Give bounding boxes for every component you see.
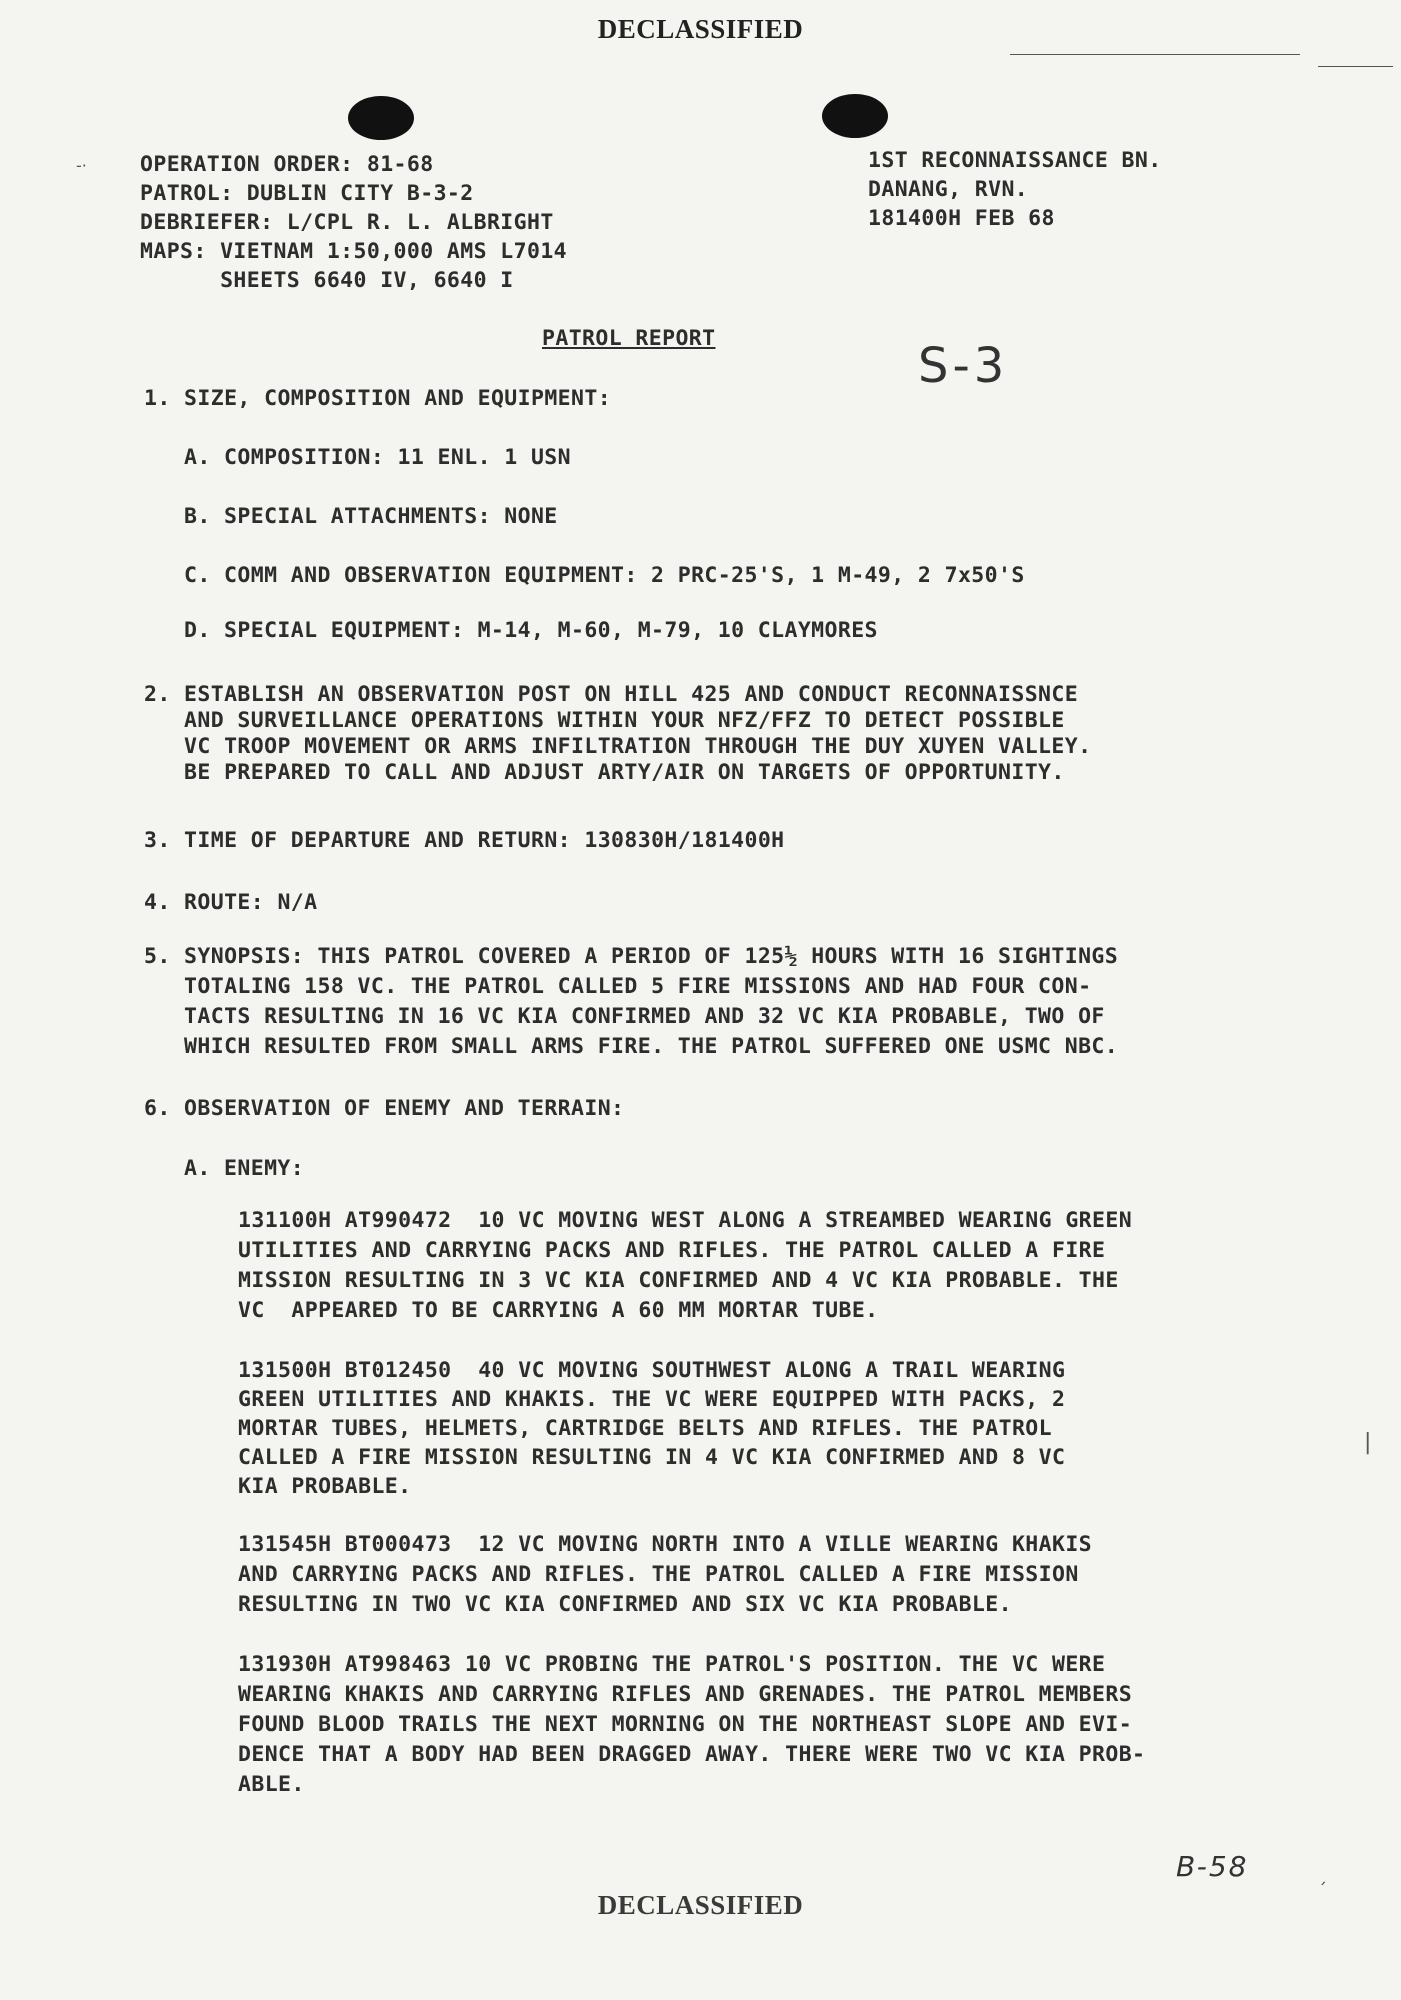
margin-tick: | (1364, 1430, 1372, 1455)
handwritten-page-number: B-58 (1176, 1850, 1249, 1883)
section-1d: D. SPECIAL EQUIPMENT: M-14, M-60, M-79, 10 CLAYMORES (184, 618, 878, 643)
enemy-sighting-line: 131500H BT012450 40 VC MOVING SOUTHWEST ALONG A TRAIL WEARING (238, 1358, 1066, 1383)
margin-tick: ´ (1318, 1880, 1327, 1901)
header-dtg: 181400H FEB 68 (868, 206, 1055, 231)
enemy-sighting-line: UTILITIES AND CARRYING PACKS AND RIFLES. THE PATROL CALLED A FIRE (238, 1238, 1106, 1263)
header-sheets: SHEETS 6640 IV, 6640 I (140, 268, 514, 293)
section-3: 3. TIME OF DEPARTURE AND RETURN: 130830H/181400H (144, 828, 785, 853)
enemy-sighting-line: AND CARRYING PACKS AND RIFLES. THE PATROL CALLED A FIRE MISSION (238, 1562, 1079, 1587)
header-debriefer: DEBRIEFER: L/CPL R. L. ALBRIGHT (140, 210, 554, 235)
enemy-sighting-line: RESULTING IN TWO VC KIA CONFIRMED AND SIX VC KIA PROBABLE. (238, 1592, 1012, 1617)
section-1b: B. SPECIAL ATTACHMENTS: NONE (184, 504, 558, 529)
enemy-sighting-line: DENCE THAT A BODY HAD BEEN DRAGGED AWAY. THERE WERE TWO VC KIA PROB- (238, 1742, 1146, 1767)
section-2-line: 2. ESTABLISH AN OBSERVATION POST ON HILL 425 AND CONDUCT RECONNAISSNCE (144, 682, 1079, 707)
section-6a-heading: A. ENEMY: (184, 1156, 305, 1181)
header-operation-order: OPERATION ORDER: 81-68 (140, 152, 434, 177)
section-2-line: VC TROOP MOVEMENT OR ARMS INFILTRATION THROUGH THE DUY XUYEN VALLEY. (144, 734, 1092, 759)
redaction-mark-right (822, 94, 888, 138)
section-2-line: AND SURVEILLANCE OPERATIONS WITHIN YOUR NFZ/FFZ TO DETECT POSSIBLE (144, 708, 1065, 733)
section-1-heading: 1. SIZE, COMPOSITION AND EQUIPMENT: (144, 386, 612, 411)
enemy-sighting-line: 131100H AT990472 10 VC MOVING WEST ALONG A STREAMBED WEARING GREEN (238, 1208, 1133, 1233)
handwritten-code: S-3 (918, 338, 1009, 394)
section-6-heading: 6. OBSERVATION OF ENEMY AND TERRAIN: (144, 1096, 625, 1121)
enemy-sighting-line: CALLED A FIRE MISSION RESULTING IN 4 VC KIA CONFIRMED AND 8 VC (238, 1445, 1066, 1470)
enemy-sighting-line: 131930H AT998463 10 VC PROBING THE PATROL'S POSITION. THE VC WERE (238, 1652, 1106, 1677)
enemy-sighting-line: MORTAR TUBES, HELMETS, CARTRIDGE BELTS AND RIFLES. THE PATROL (238, 1416, 1052, 1441)
header-location: DANANG, RVN. (868, 177, 1029, 202)
section-5-line: TOTALING 158 VC. THE PATROL CALLED 5 FIRE MISSIONS AND HAD FOUR CON- (144, 974, 1092, 999)
enemy-sighting-line: MISSION RESULTING IN 3 VC KIA CONFIRMED AND 4 VC KIA PROBABLE. THE (238, 1268, 1119, 1293)
section-2-line: BE PREPARED TO CALL AND ADJUST ARTY/AIR ON TARGETS OF OPPORTUNITY. (144, 760, 1065, 785)
header-patrol: PATROL: DUBLIN CITY B-3-2 (140, 181, 474, 206)
section-4: 4. ROUTE: N/A (144, 890, 318, 915)
enemy-sighting-line: 131545H BT000473 12 VC MOVING NORTH INTO A VILLE WEARING KHAKIS (238, 1532, 1093, 1557)
redaction-mark-left (348, 96, 414, 140)
margin-mark: -· (76, 156, 87, 175)
enemy-sighting-line: WEARING KHAKIS AND CARRYING RIFLES AND GRENADES. THE PATROL MEMBERS (238, 1682, 1133, 1707)
enemy-sighting-line: KIA PROBABLE. (238, 1474, 412, 1499)
section-5-line: WHICH RESULTED FROM SMALL ARMS FIRE. THE PATROL SUFFERED ONE USMC NBC. (144, 1034, 1119, 1059)
header-maps: MAPS: VIETNAM 1:50,000 AMS L7014 (140, 239, 568, 264)
declassified-stamp-top: DECLASSIFIED (597, 14, 804, 44)
section-5-line: 5. SYNOPSIS: THIS PATROL COVERED A PERIOD OF 125½ HOURS WITH 16 SIGHTINGS (144, 944, 1119, 969)
section-5-line: TACTS RESULTING IN 16 VC KIA CONFIRMED AND 32 VC KIA PROBABLE, TWO OF (144, 1004, 1105, 1029)
enemy-sighting-line: ABLE. (238, 1772, 305, 1797)
top-rule (1010, 54, 1300, 55)
header-unit: 1ST RECONNAISSANCE BN. (868, 148, 1162, 173)
section-1a: A. COMPOSITION: 11 ENL. 1 USN (184, 445, 571, 470)
enemy-sighting-line: GREEN UTILITIES AND KHAKIS. THE VC WERE EQUIPPED WITH PACKS, 2 (238, 1387, 1066, 1412)
top-rule-right (1318, 66, 1393, 67)
enemy-sighting-line: VC APPEARED TO BE CARRYING A 60 MM MORTAR TUBE. (238, 1298, 879, 1323)
enemy-sighting-line: FOUND BLOOD TRAILS THE NEXT MORNING ON THE NORTHEAST SLOPE AND EVI- (238, 1712, 1133, 1737)
section-1c: C. COMM AND OBSERVATION EQUIPMENT: 2 PRC-25'S, 1 M-49, 2 7x50'S (184, 563, 1025, 588)
declassified-stamp-bottom: DECLASSIFIED (597, 1890, 804, 1920)
page-title: PATROL REPORT (542, 326, 716, 351)
